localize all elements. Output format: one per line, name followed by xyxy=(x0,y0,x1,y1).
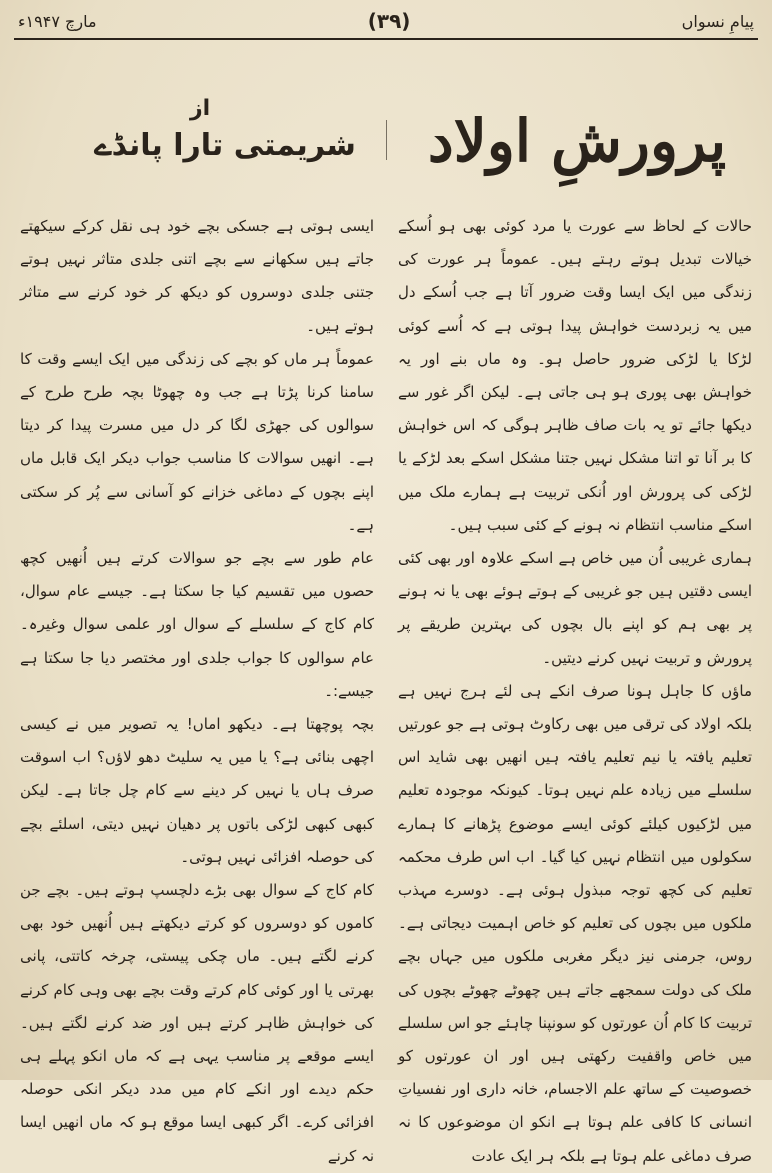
column-left xyxy=(20,210,374,1165)
article-title: پرورشِ اولاد xyxy=(427,107,727,175)
paragraph: عام طور سے بچے جو سوالات کرتے ہیں اُنھیں کچھ حصوں میں تقسیم کیا جا سکتا ہے۔ جیسے عام سوال، کام کاج کے سلسلے کے سوال اور علمی سوال وغیرہ۔ عام سوالوں کا جواب جلدی اور مختصر دیا جا سکتا ہے جیسے:۔ xyxy=(20,549,374,700)
article-author: شریمتی تارا پانڈے xyxy=(94,128,356,163)
byline-prefix: از xyxy=(190,96,211,121)
issue-date: مارچ ۱۹۴۷ء xyxy=(18,11,97,31)
header-divider xyxy=(14,38,758,40)
text-columns xyxy=(20,210,752,1165)
paragraph: ہماری غریبی اُن میں خاص ہے اسکے علاوہ اور بھی کئی ایسی دقتیں ہیں جو غریبی کے ہوتے ہوئے بھی یا نہ ہونے پر بھی ہم کو اپنے بال بچوں کی بہترین طریقے پر پرورش و تربیت نہیں کرنے دیتیں۔ xyxy=(398,549,752,667)
paragraph: ایسی ہوتی ہے جسکی بچے خود ہی نقل کرکے سیکھتے جاتے ہیں سکھانے سے بچے اتنی جلدی متاثر نہیں ہوتے جتنی جلدی دوسروں کو دیکھ کر خود کرنے سے متاثر ہوتے ہیں۔ xyxy=(20,217,374,335)
page-header xyxy=(18,6,754,36)
column-right xyxy=(398,210,752,1165)
page-number: (۳۹) xyxy=(367,9,411,33)
paragraph: ماؤں کا جاہل ہونا صرف انکے ہی لئے ہرج نہیں ہے بلکہ اولاد کی ترقی میں بھی رکاوٹ ہوتی ہے جو عورتیں تعلیم یافتہ یا نیم تعلیم یافتہ ہیں انھیں بھی شاید اس سلسلے میں زیادہ علم نہیں ہوتا۔ کیونکہ موجودہ تعلیم میں لڑکیوں کیلئے کوئی ایسے موضوع پڑھانے کا ہمارے سکولوں میں انتظام نہیں کیا گیا۔ اب اس طرف محکمہ تعلیم کی کچھ توجہ مبذول ہوئی ہے۔ دوسرے مہذب ملکوں میں بچوں کی تعلیم کو خاص اہمیت دیجاتی ہے۔ روس، جرمنی نیز دیگر مغربی ملکوں میں جہاں بچے ملک کی دولت سمجھے جاتے ہیں چھوٹے چھوٹے بچوں کی تربیت کا کام اُن عورتوں کو سونپنا چاہئے جو اس سلسلے میں خاص واقفیت رکھتی ہیں اور ان عورتوں کو خصوصیت کے ساتھ علم الاجسام، خانہ داری اور نفسیاتِ انسانی کا کافی علم ہوتا ہے انکو ان موضوعوں کا نہ صرف دماغی علم ہوتا ہے بلکہ ہر ایک عادت xyxy=(398,681,752,1165)
magazine-name: پیامِ نسواں xyxy=(681,11,754,31)
paragraph: بچہ پوچھتا ہے۔ دیکھو اماں! یہ تصویر میں نے کیسی اچھی بنائی ہے؟ یا میں یہ سلیٹ دھو لاؤں؟ اب اسوقت صرف ہاں یا نہیں کر دینے سے کام چل جاتا ہے۔ لیکن کبھی کبھی لڑکی باتوں پر دھیان نہیں دیتی، اسلئے بچے کی حوصلہ افزائی نہیں ہوتی۔ xyxy=(20,715,374,866)
paragraph: حالات کے لحاظ سے عورت یا مرد کوئی بھی ہو اُسکے خیالات تبدیل ہوتے رہتے ہیں۔ عموماً ہر عورت کی زندگی میں ایک ایسا وقت ضرور آتا ہے جب اُسکے دل میں یہ زبردست خواہش پیدا ہوتی ہے کہ اُسے کوئی لڑکا یا لڑکی ضرور حاصل ہو۔ وہ ماں بنے اور یہ خواہش بھی پوری ہو ہی جاتی ہے۔ لیکن اگر غور سے دیکھا جائے تو یہ بات صاف ظاہر ہوگی کہ اس خواہش کا بر آنا تو اتنا مشکل نہیں جتنا مشکل اسکے بعد لڑکے یا لڑکی کی پرورش اور اُنکی تربیت ہے ہمارے ملک میں اسکے مناسب انتظام نہ ہونے کے کئی سبب ہیں۔ xyxy=(398,217,752,534)
paragraph: عموماً ہر ماں کو بچے کی زندگی میں ایک ایسے وقت کا سامنا کرنا پڑتا ہے جب وہ چھوٹا بچہ طرح طرح کے سوالوں کی جھڑی لگا کر دل میں مسرت پیدا کر دیتا ہے۔ انھیں سوالات کا مناسب جواب دیکر ایک قابل ماں اپنے بچوں کے دماغی خزانے کو آسانی سے پُر کر سکتی ہے۔ xyxy=(20,349,374,534)
paragraph: کام کاج کے سوال بھی بڑے دلچسپ ہوتے ہیں۔ بچے جن کاموں کو دوسروں کو کرتے دیکھتے ہیں اُنھیں خود بھی کرنے لگتے ہیں۔ ماں چکی پیستی، چرخہ کاتتی، پانی بھرتی یا اور کوئی کام کرتے وقت بچے بھی وہی کام کرنے کی خواہش ظاہر کرتے ہیں اور ضد کرنے لگتے ہیں۔ ایسے موقعے پر مناسب یہی ہے کہ ماں انکو پہلے ہی حکم دیدے اور انکے کام میں مدد دیکر انکی حوصلہ افزائی کرے۔ اگر کبھی ایسا موقع ہو کہ ماں انھیں ایسا نہ کرنے xyxy=(20,881,374,1165)
title-block xyxy=(0,60,772,210)
